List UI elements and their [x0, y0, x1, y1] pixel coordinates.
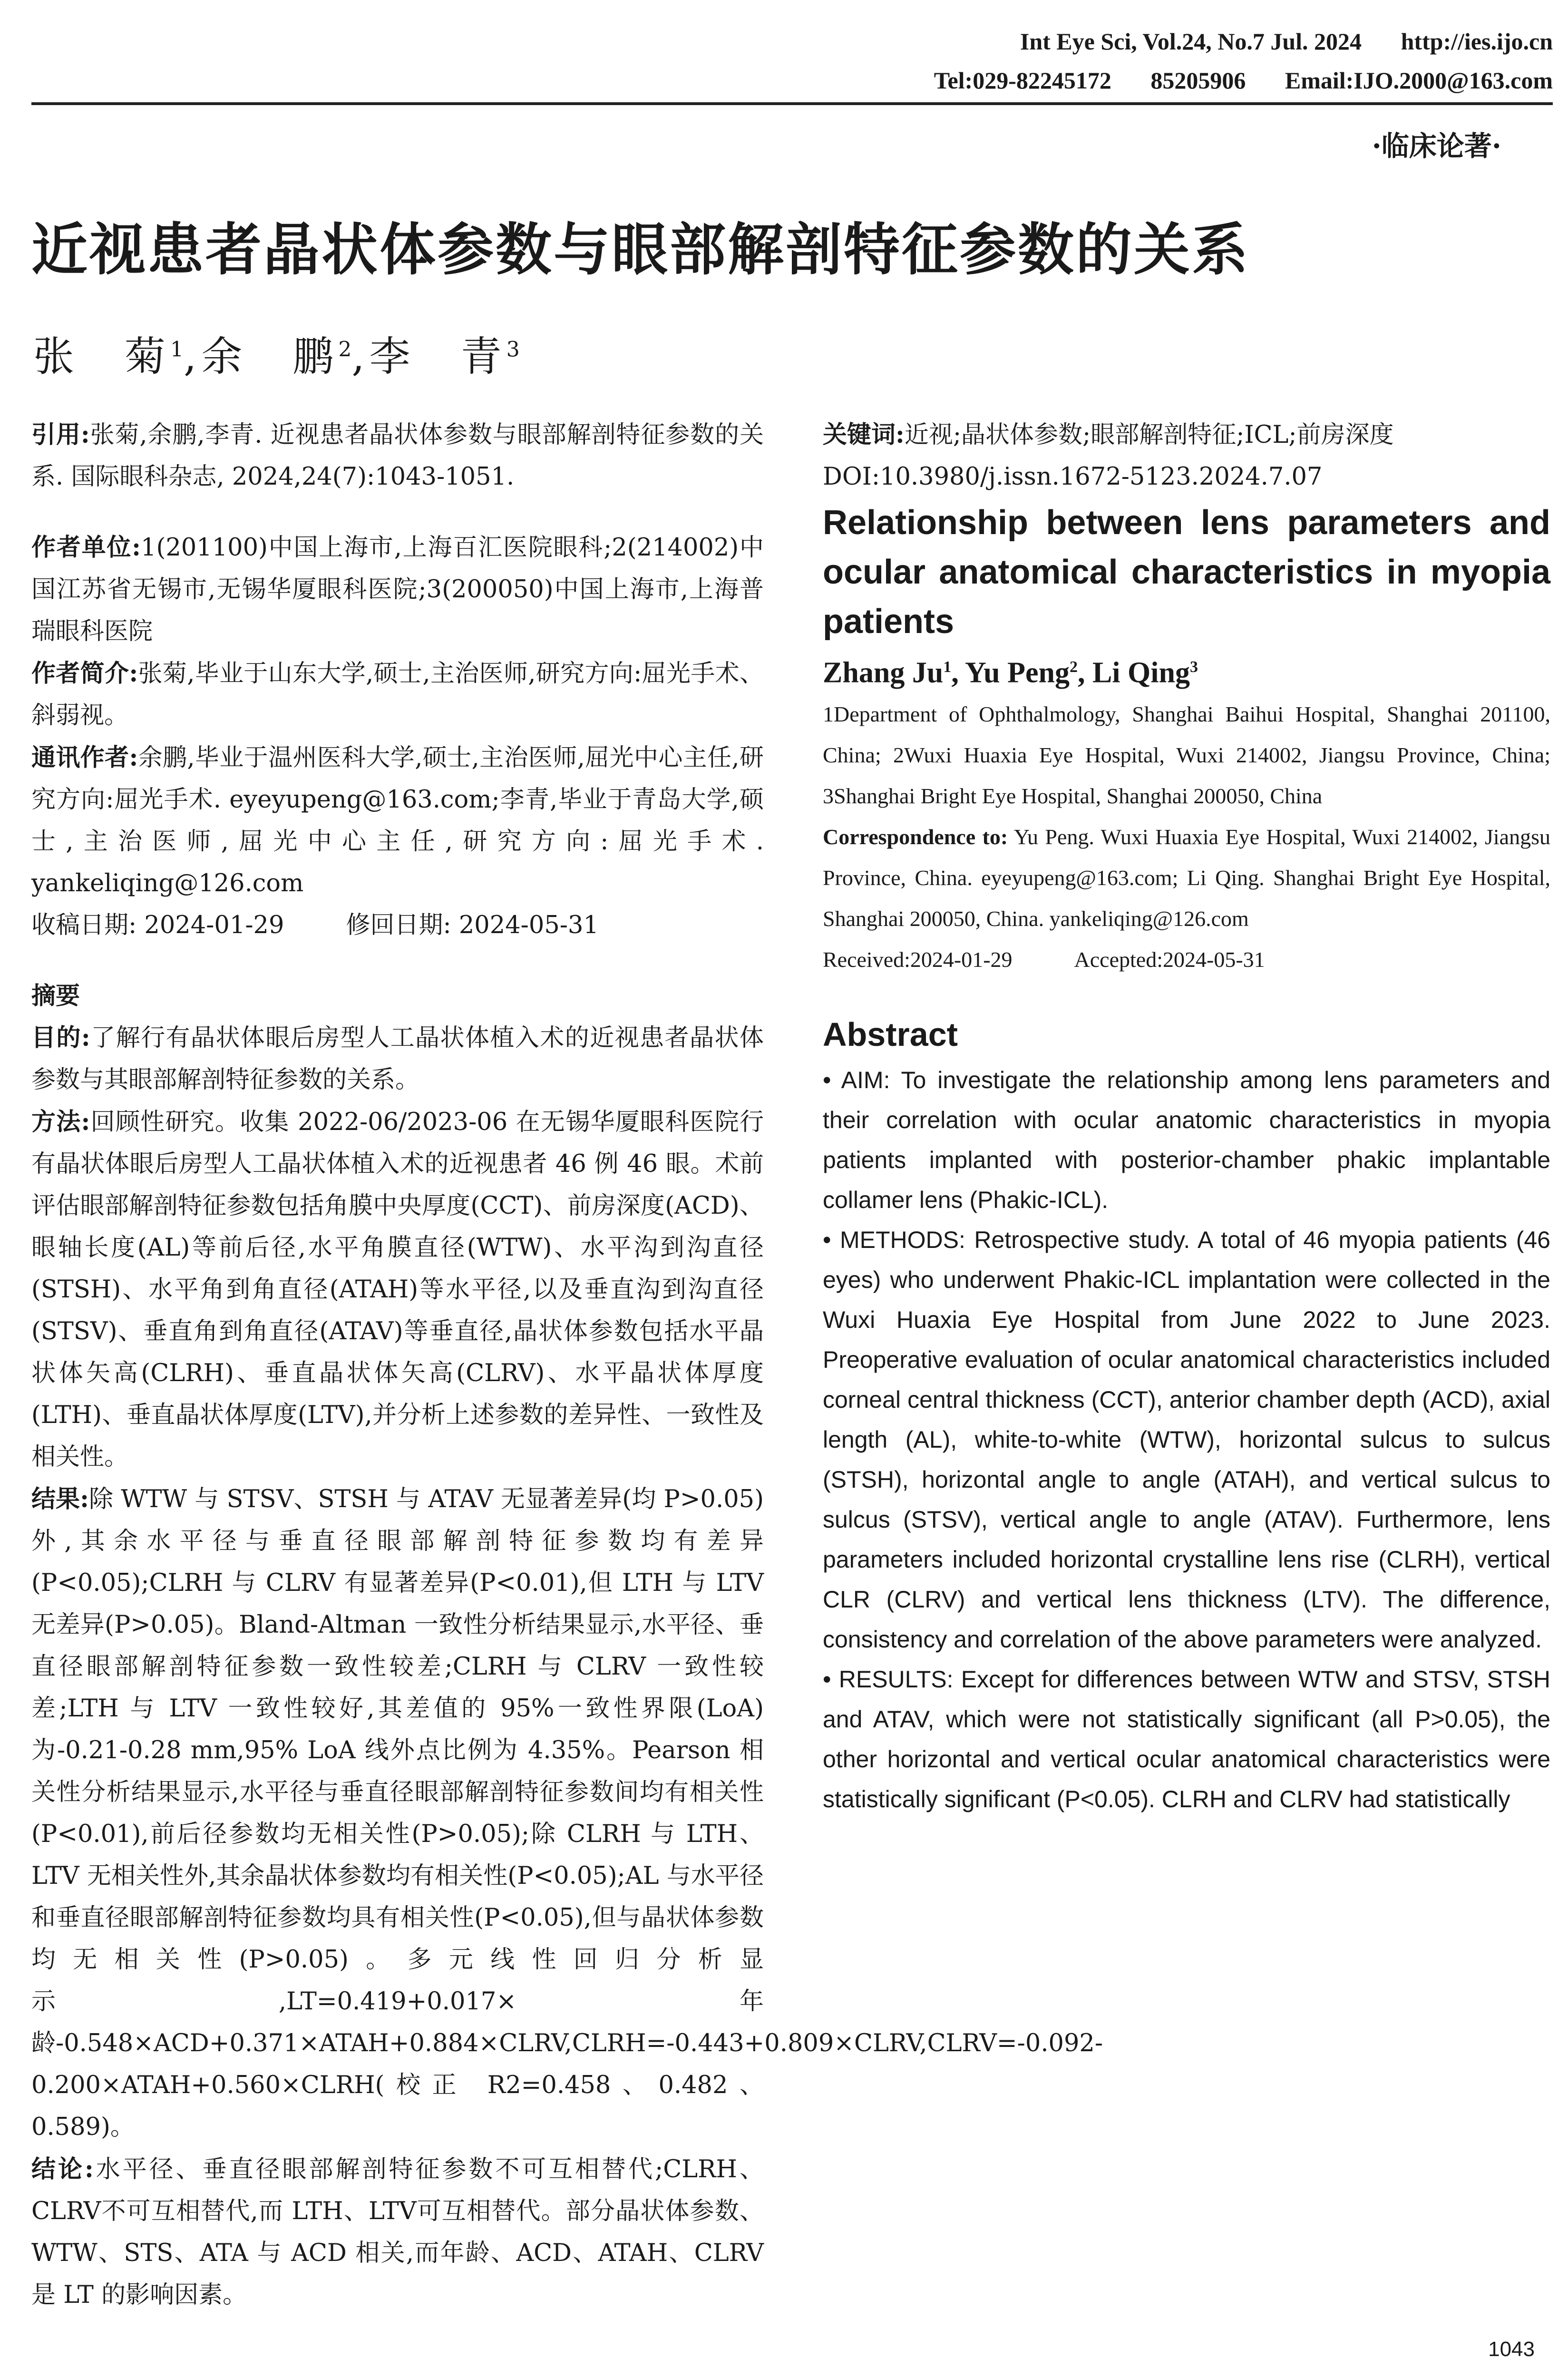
correspondence [31, 737, 764, 905]
author-bio [31, 653, 764, 737]
abstract-heading-cn: 摘要 [31, 982, 80, 1010]
author-name: 张 菊 [33, 333, 170, 380]
citation-label: 引用: [31, 420, 90, 449]
bio-label: 作者简介: [31, 659, 138, 688]
english-accepted: Accepted:2024-05-31 [1074, 947, 1265, 972]
affiliation [31, 526, 764, 653]
results-en: • RESULTS: Except for differences between WTW and STSV, STSH and ATAV, which were not statistically significant (all P>0.05), the other horizontal and vertical ocular anatomical characteristics were statistically significant (P<0.05). CLRH and CLRV had statistically [823, 1666, 1550, 1812]
methods-label: 方法: [31, 1108, 90, 1136]
author-list [33, 323, 520, 382]
conclusion-label: 结论: [31, 2155, 94, 2183]
english-correspondence [823, 817, 1550, 939]
revised-date: 修回日期: 2024-05-31 [346, 911, 599, 939]
english-abstract [823, 1060, 1550, 1819]
journal-url[interactable]: http://ies.ijo.cn [1401, 28, 1553, 55]
correspondence-label: 通讯作者: [31, 743, 138, 772]
aim-text: 了解行有晶状体眼后房型人工晶状体植入术的近视患者晶状体参数与其眼部解剖特征参数的关系。 [31, 1024, 764, 1094]
author-sup: 2 [1069, 658, 1078, 676]
journal-email[interactable]: Email:IJO.2000@163.com [1285, 67, 1553, 94]
author-sup: 2 [338, 337, 352, 362]
english-title: Relationship between lens parameters and ocular anatomical characteristics in myopia patients [823, 504, 1550, 641]
author-sup: 1 [170, 337, 184, 362]
author-sup: 1 [943, 658, 952, 676]
author-sup: 3 [506, 337, 520, 362]
page-number: 1043 [1488, 2338, 1535, 2361]
results-cn [31, 1478, 1103, 2148]
aim-cn [31, 1017, 764, 1101]
methods-en: • METHODS: Retrospective study. A total of 46 myopia patients (46 eyes) who underwent Phakic-ICL implantation were collected in the Wuxi Huaxia Eye Hospital from June 2022 to June 2023. Preoperative evaluation of ocular anatomical characteristics included corneal central thickness (CCT), anterior chamber depth (ACD), axial length (AL), white-to-white (WTW), horizontal sulcus to sulcus (STSH), horizontal angle to angle (ATAH), and vertical sulcus to sulcus (STSV), vertical angle to angle (ATAV). Furthermore, lens parameters included horizontal crystalline lens rise (CLRH), vertical CLR (CLRV) and vertical lens thickness (LTV). The difference, consistency and correlation of the above parameters were analyzed. [823, 1226, 1550, 1653]
results-label: 结果: [31, 1485, 89, 1513]
journal-header [1020, 28, 1553, 55]
aim-label: 目的: [31, 1023, 90, 1052]
article-title: 近视患者晶状体参数与眼部解剖特征参数的关系 [31, 216, 1250, 283]
section-label: ·临床论著· [1372, 130, 1501, 162]
author-name: ,余 鹏 [184, 333, 339, 380]
journal-tel: Tel:029-82245172 [934, 67, 1111, 94]
methods-text: 回顾性研究。收集 2022-06/2023-06 在无锡华厦眼科医院行有晶状体眼后房型人工晶状体植入术的近视患者 46 例 46 眼。术前评估眼部解剖特征参数包括角膜中央厚度(CCT)、前房深度(ACD)、眼轴长度(AL)等前后径,水平角膜直径(WTW)、水平沟到沟直径(STSH)、水平角到角直径(ATAH)等水平径,以及垂直沟到沟直径(STSV)、垂直角到角直径(ATAV)等垂直径,晶状体参数包括水平晶状体矢高(CLRH)、垂直晶状体矢高(CLRV)、水平晶状体厚度(LTH)、垂直晶状体厚度(LTV),并分析上述参数的差异性、一致性及相关性。 [31, 1108, 764, 1471]
bio-text: 张菊,毕业于山东大学,硕士,主治医师,研究方向:屈光手术、斜弱视。 [31, 660, 764, 730]
header-rule [31, 102, 1553, 105]
methods-cn [31, 1101, 764, 1478]
journal-contact [934, 67, 1553, 94]
results-text: 除 WTW 与 STSV、STSH 与 ATAV 无显著差异(均 P>0.05)外,其余水平径与垂直径眼部解剖特征参数均有差异(P<0.05);CLRH 与 CLRV 有显著差异(P<0.01),但 LTH 与 LTV 无差异(P>0.05)。Bland-Altman 一致性分析结果显示,水平径、垂直径眼部解剖特征参数一致性较差;CLRH 与 CLRV 一致性较差;LTH 与 LTV 一致性较好,其差值的 95%一致性界限(LoA)为-0.21-0.28 mm,95% LoA 线外点比例为 4.35%。Pearson 相关性分析结果显示,水平径与垂直径眼部解剖特征参数间均有相关性(P<0.01),前后径参数均无相关性(P>0.05);除 CLRH 与 LTH、LTV 无相关性外,其余晶状体参数均有相关性(P<0.05);AL 与水平径和垂直径眼部解剖特征参数均具有相关性(P<0.05),但与晶状体参数均无相关性(P>0.05)。多元线性回归分析显示,LT=0.419+0.017×年龄-0.548×ACD+0.371×ATAH+0.884×CLRV,CLRH=-0.443+0.809×CLRV,CLRV=-0.092-0.200×ATAH+0.560×CLRH(校正 R2=0.458、0.482、0.589)。 [31, 1485, 1103, 2141]
author-sup: 3 [1189, 658, 1198, 676]
citation-text: 张菊,余鹏,李青. 近视患者晶状体参数与眼部解剖特征参数的关系. 国际眼科杂志, 2024,24(7):1043-1051. [31, 421, 764, 491]
aim-en: • AIM: To investigate the relationship among lens parameters and their correlation with ocular anatomic characteristics in myopia patients implanted with posterior-chamber phakic implantable collamer lens (Phakic-ICL). [823, 1066, 1550, 1213]
english-affiliations [823, 694, 1550, 980]
keywords-label: 关键词: [823, 420, 905, 449]
author-name: , Li Qing [1077, 656, 1190, 689]
correspondence-text: 余鹏,毕业于温州医科大学,硕士,主治医师,屈光中心主任,研究方向:屈光手术. eyeyupeng@163.com;李青,毕业于青岛大学,硕士,主治医师,屈光中心主任,研究方向:屈光手术. yankeliqing@126.com [31, 744, 764, 897]
journal-citation: Int Eye Sci, Vol.24, No.7 Jul. 2024 [1020, 28, 1362, 55]
english-dates [823, 939, 1550, 980]
keywords [823, 414, 1550, 456]
doi[interactable]: DOI:10.3980/j.issn.1672-5123.2024.7.07 [823, 463, 1323, 491]
abstract-heading-en: Abstract [823, 1015, 958, 1053]
dates [31, 905, 764, 946]
conclusion-cn [31, 2148, 764, 2316]
keywords-text: 近视;晶状体参数;眼部解剖特征;ICL;前房深度 [904, 421, 1394, 449]
english-corr-text: Yu Peng. Wuxi Huaxia Eye Hospital, Wuxi 214002, Jiangsu Province, China. eyeyupeng@163.com; Li Qing. Shanghai Bright Eye Hospital, Shanghai 200050, China. yankeliqing@126.com [823, 824, 1550, 931]
english-authors [823, 646, 1550, 694]
english-received: Received:2024-01-29 [823, 947, 1013, 972]
english-corr-label: Correspondence to: [823, 824, 1008, 849]
author-name: , Yu Peng [951, 656, 1070, 689]
affiliation-text: 1(201100)中国上海市,上海百汇医院眼科;2(214002)中国江苏省无锡市,无锡华厦眼科医院;3(200050)中国上海市,上海普瑞眼科医院 [31, 534, 764, 645]
received-date: 收稿日期: 2024-01-29 [31, 911, 284, 939]
author-name: Zhang Ju [823, 656, 944, 689]
affiliation-label: 作者单位: [31, 533, 141, 562]
citation [31, 414, 764, 498]
author-name: ,李 青 [351, 333, 506, 380]
english-affil-text: 1Department of Ophthalmology, Shanghai Baihui Hospital, Shanghai 201100, China; 2Wuxi Huaxia Eye Hospital, Wuxi 214002, Jiangsu Province, China; 3Shanghai Bright Eye Hospital, Shanghai 200050, China [823, 701, 1550, 808]
journal-tel2: 85205906 [1150, 67, 1246, 94]
conclusion-text: 水平径、垂直径眼部解剖特征参数不可互相替代;CLRH、CLRV不可互相替代,而 LTH、LTV可互相替代。部分晶状体参数、WTW、STS、ATA 与 ACD 相关,而年龄、ACD、ATAH、CLRV是 LT 的影响因素。 [31, 2155, 764, 2309]
right-column [823, 414, 1550, 1819]
